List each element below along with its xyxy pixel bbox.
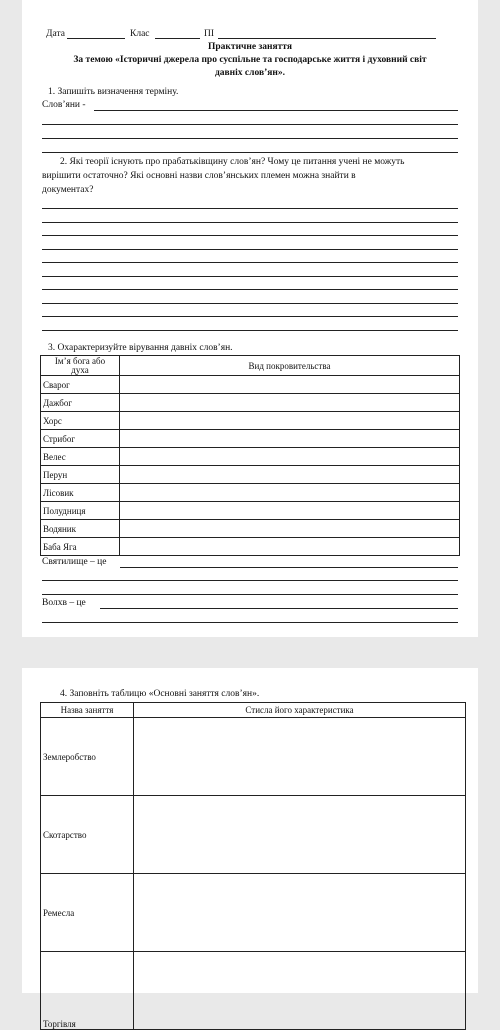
table-cell-answer[interactable] [120, 466, 460, 484]
table-cell-answer[interactable] [134, 718, 466, 796]
term-sanctuary: Святилище – це [42, 557, 107, 567]
header-name-line2: духа [71, 364, 89, 375]
table-row-label: Дажбог [41, 394, 120, 412]
gods-table-header-patronage: Вид покровительства [120, 356, 460, 376]
task1-prompt: 1. Запишіть визначення терміну. [48, 87, 179, 97]
occupations-header-description: Стисла його характеристика [134, 703, 466, 718]
table-row-label: Велес [41, 448, 120, 466]
answer-line[interactable] [42, 316, 458, 317]
answer-line[interactable] [94, 110, 458, 111]
answer-line[interactable] [42, 235, 458, 236]
table-cell-answer[interactable] [120, 538, 460, 556]
worksheet-title: Практичне заняття [208, 42, 292, 52]
class-field[interactable] [155, 38, 200, 39]
answer-line[interactable] [42, 152, 458, 153]
name-field[interactable] [218, 38, 436, 39]
answer-line[interactable] [100, 608, 458, 609]
table-row-label: Водяник [41, 520, 120, 538]
name-label: ПІ [204, 29, 215, 39]
date-field[interactable] [67, 38, 125, 39]
answer-line[interactable] [42, 262, 458, 263]
class-label: Клас [130, 29, 150, 39]
answer-line[interactable] [42, 138, 458, 139]
answer-line[interactable] [42, 303, 458, 304]
answer-line[interactable] [42, 594, 458, 595]
answer-line[interactable] [42, 622, 458, 623]
task2-line3: документах? [42, 185, 94, 195]
date-label: Дата [46, 29, 65, 39]
table-cell-answer[interactable] [120, 412, 460, 430]
table-row-label: Баба Яга [41, 538, 120, 556]
table-row-label: Торгівля [41, 952, 134, 1030]
gods-table [40, 355, 460, 556]
worksheet-page-2 [22, 668, 478, 1029]
answer-line[interactable] [42, 580, 458, 581]
table-cell-answer[interactable] [120, 430, 460, 448]
worksheet-page-1 [22, 0, 478, 637]
task3-prompt: 3. Охарактеризуйте вірування давніх слов’ян. [48, 343, 233, 353]
table-row-label: Скотарство [41, 796, 134, 874]
answer-line[interactable] [42, 249, 458, 250]
table-cell-answer[interactable] [120, 502, 460, 520]
answer-line[interactable] [42, 208, 458, 209]
table-cell-answer[interactable] [120, 376, 460, 394]
table-cell-answer[interactable] [120, 484, 460, 502]
occupations-table [40, 702, 466, 1030]
worksheet-topic-line2: давніх слов’ян». [214, 68, 286, 78]
table-row-label: Перун [41, 466, 120, 484]
answer-line[interactable] [42, 330, 458, 331]
occupations-header-name: Назва заняття [41, 703, 134, 718]
worksheet-topic-line1: За темою «Історичні джерела про суспільне та господарське життя і духовний світ [73, 55, 427, 65]
table-row-label: Землеробство [41, 718, 134, 796]
term-volkhv: Волхв – це [42, 598, 86, 608]
task2-line2: вирішити остаточно? Які основні назви слов’янських племен можна знайти в [42, 171, 356, 181]
task4-prompt: 4. Заповніть таблицю «Основні заняття слов’ян». [60, 689, 260, 699]
header-name-line1: Ім’я бога або [54, 355, 106, 366]
answer-line[interactable] [42, 276, 458, 277]
task1-term: Слов’яни - [42, 100, 86, 110]
task2-line1: 2. Які теорії існують про прабатьківщину слов’ян? Чому це питання учені не можуть [60, 157, 405, 167]
table-row-label: Лісовик [41, 484, 120, 502]
table-row-label: Стрибог [41, 430, 120, 448]
table-cell-answer[interactable] [120, 394, 460, 412]
table-row-label: Полудниця [41, 502, 120, 520]
table-row-label: Хорс [41, 412, 120, 430]
table-cell-answer[interactable] [134, 796, 466, 874]
table-cell-answer[interactable] [120, 520, 460, 538]
answer-line[interactable] [42, 222, 458, 223]
table-cell-answer[interactable] [134, 874, 466, 952]
answer-line[interactable] [120, 567, 458, 568]
answer-line[interactable] [42, 124, 458, 125]
table-row-label: Ремесла [41, 874, 134, 952]
answer-line[interactable] [42, 289, 458, 290]
table-cell-answer[interactable] [120, 448, 460, 466]
table-cell-answer[interactable] [134, 952, 466, 1030]
gods-table-header-name [41, 356, 120, 376]
table-row-label: Сварог [41, 376, 120, 394]
